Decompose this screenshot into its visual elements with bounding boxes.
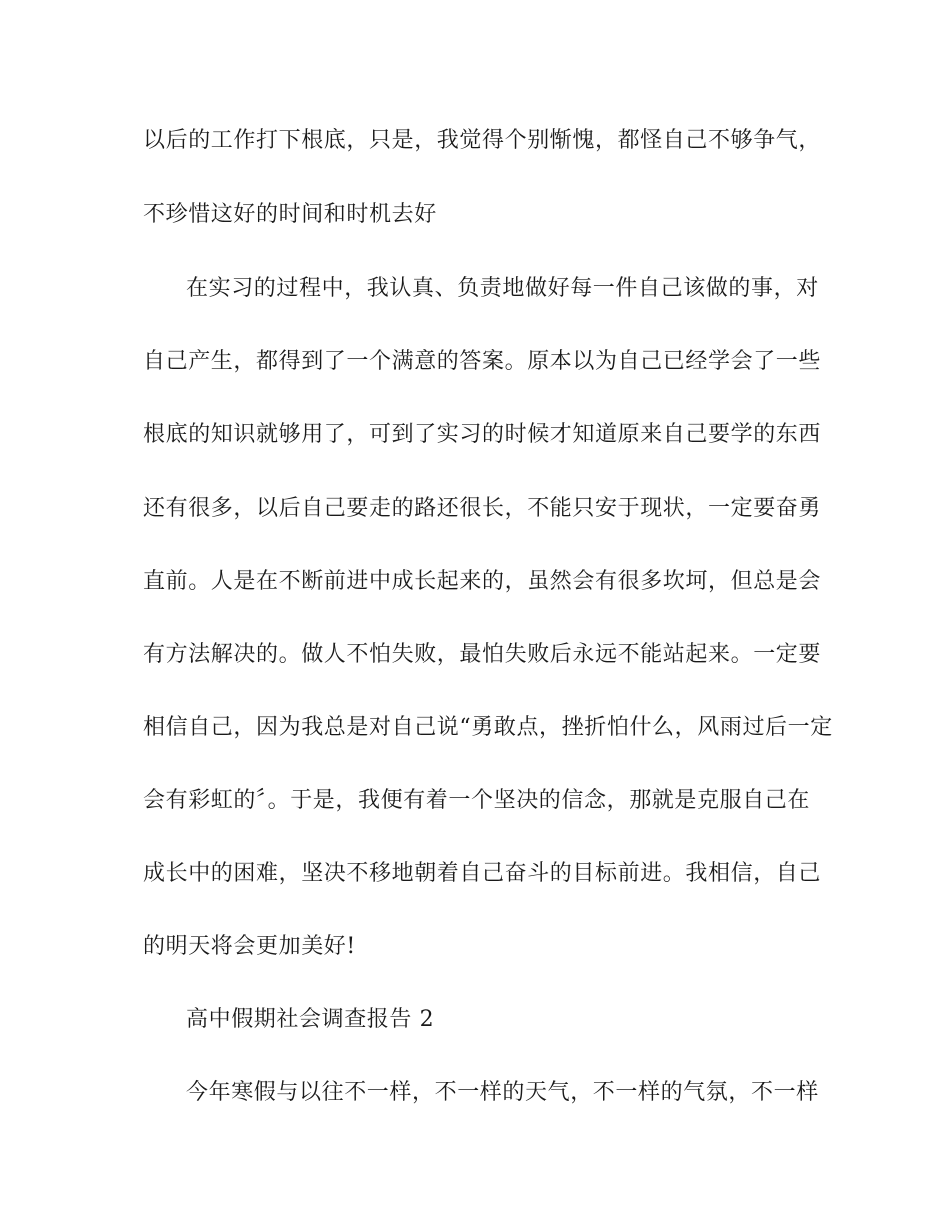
text-line-5: 根底的知识就够用了，可到了实习的时候才知道原来自己要学的东西: [143, 422, 822, 447]
text-line-7: 直前。人是在不断前进中成长起来的，虽然会有很多坎坷，但总是会: [143, 569, 822, 594]
text-line-3: 在实习的过程中，我认真、负责地做好每一件自己该做的事，对: [186, 276, 819, 301]
text-line-4: 自己产生，都得到了一个满意的答案。原本以为自己已经学会了一些: [143, 349, 822, 374]
text-line-10: 会有彩虹的〞。于是，我便有着一个坚决的信念，那就是克服自己在: [143, 788, 811, 813]
section-heading: 高中假期社会调查报告 2: [186, 1007, 435, 1032]
text-line-2: 不珍惜这好的时间和时机去好: [143, 202, 437, 227]
text-line-6: 还有很多，以后自己要走的路还很长，不能只安于现状，一定要奋勇: [143, 496, 822, 521]
text-line-9: 相信自己，因为我总是对自己说“勇敢点，挫折怕什么，风雨过后一定: [143, 715, 833, 740]
text-line-8: 有方法解决的。做人不怕失败，最怕失败后永远不能站起来。一定要: [143, 642, 822, 667]
text-line-14: 今年寒假与以往不一样，不一样的天气，不一样的气氛，不一样: [186, 1080, 819, 1105]
text-line-11: 成长中的困难，坚决不移地朝着自己奋斗的目标前进。我相信，自己: [143, 861, 822, 886]
text-line-1: 以后的工作打下根底，只是，我觉得个别惭愧，都怪自己不够争气，: [143, 128, 822, 153]
text-line-12: 的明天将会更加美好!: [143, 934, 356, 959]
